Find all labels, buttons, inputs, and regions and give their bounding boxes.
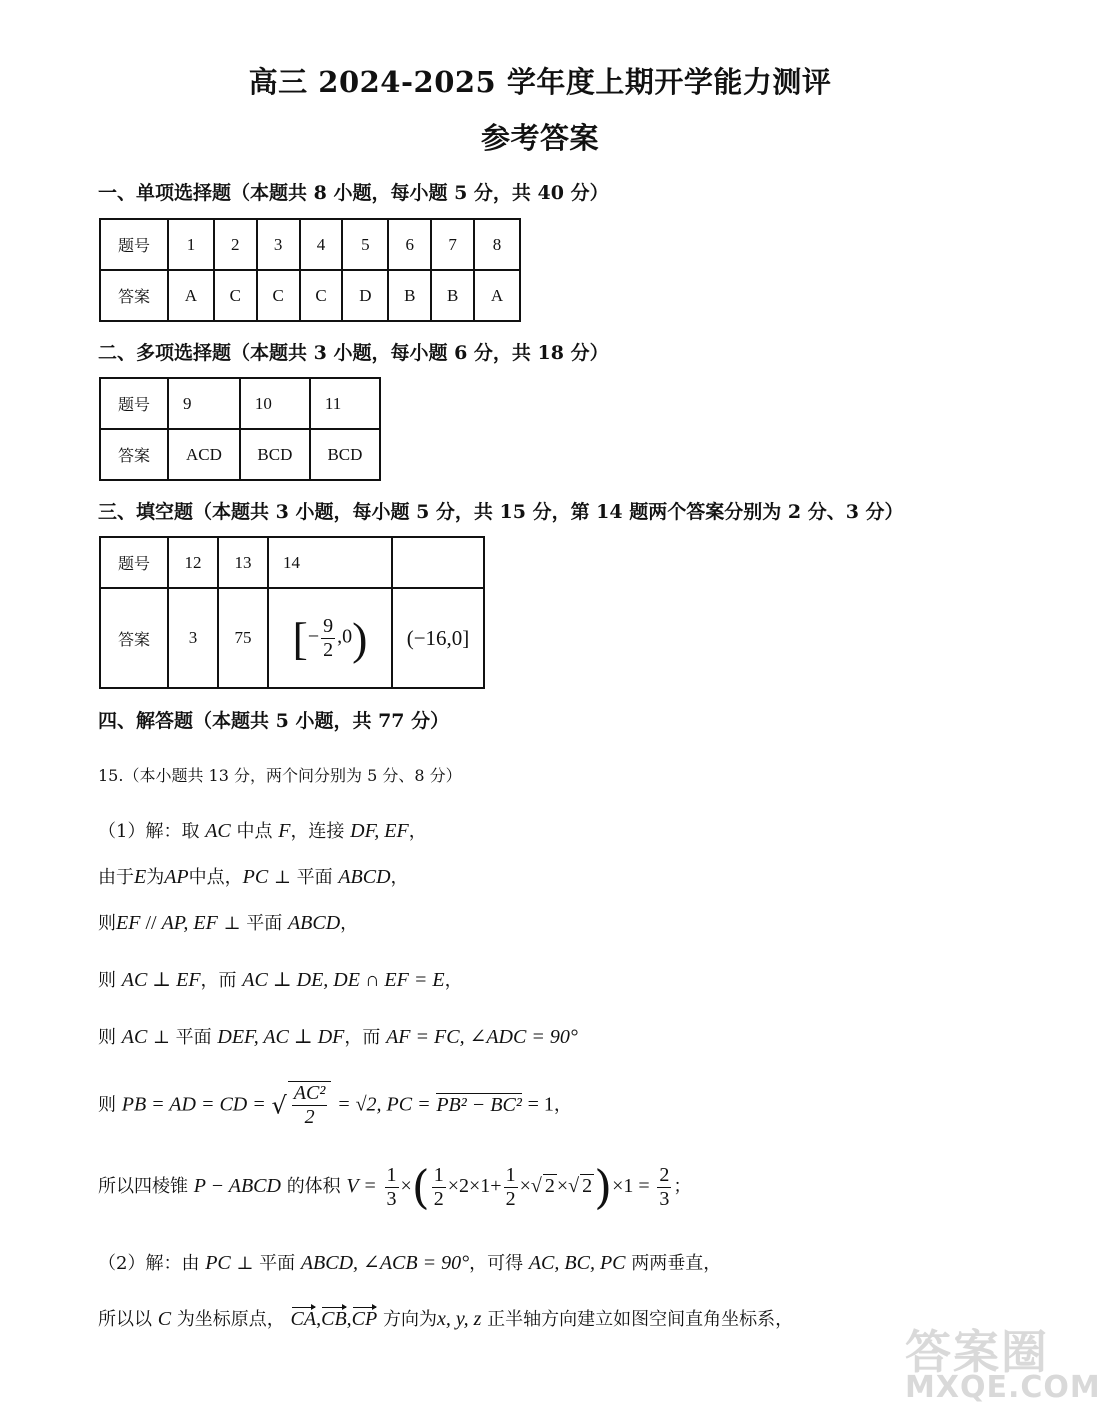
answer-cell: A [474, 270, 520, 321]
question-number-cell: 7 [431, 219, 474, 270]
question-number-cell: 13 [218, 537, 268, 588]
question-number-cell: 3 [257, 219, 300, 270]
sqrt-symbol: √ [271, 1091, 287, 1120]
table-row [100, 270, 520, 321]
answer-cell: C [300, 270, 343, 321]
answer-cell: ACD [168, 429, 240, 480]
table-header-cell: 答案 [100, 429, 168, 480]
solution-line-1: （1）解：取 AC 中点 F，连接 DF, EF， [98, 820, 427, 842]
fraction: $\frac{1}{2}$ [433, 1163, 444, 1210]
solution-line-7: 所以四棱锥 P − ABCD 的体积 V = $\frac{1}{3}$ ×( $\frac{1}{2}$ ×2×1+ $\frac{1}{2}$ ×√ 2 ×√ 2)×1 = $\frac{2}{3}$ ； [98, 1160, 692, 1214]
question-number-cell: 4 [300, 219, 343, 270]
table-row [100, 537, 484, 588]
answer-cell: BCD [310, 429, 380, 480]
fraction: $\frac{1}{3}$ [386, 1163, 397, 1210]
question-number-cell: 1 [168, 219, 214, 270]
solution-line-6: 则 PB = AD = CD = √ $\frac{\text{AC²}}{2}$ = √2, PC = PB² − BC² = 1， [98, 1082, 572, 1128]
table-row [100, 429, 380, 480]
question-number-cell: 2 [214, 219, 257, 270]
answer-cell: C [257, 270, 300, 321]
answer-cell: 3 [168, 588, 218, 688]
section1-answer-table [99, 218, 521, 322]
question-number-cell: 14 [268, 537, 392, 588]
vector-cp: CP [351, 1308, 378, 1330]
answer-cell-interval-1: [− $\frac{9}{2}$ ,0) [268, 588, 392, 688]
question-number-cell: 8 [474, 219, 520, 270]
question-number-cell: 6 [388, 219, 431, 270]
answer-cell: D [342, 270, 388, 321]
question-number-cell: 12 [168, 537, 218, 588]
table-row [100, 588, 484, 688]
section2-answer-table [99, 377, 381, 481]
section3-heading: 三、填空题（本题共 3 小题，每小题 5 分，共 15 分，第 14 题两个答案分别为 2 分、3 分） [98, 501, 904, 523]
table-header-cell: 答案 [100, 588, 168, 688]
table-header-cell: 题号 [100, 219, 168, 270]
watermark-url: MXQE.COM [905, 1370, 1101, 1405]
document-subtitle: 参考答案 [480, 121, 599, 155]
vector-ca: CA [290, 1308, 317, 1330]
section2-heading: 二、多项选择题（本题共 3 小题，每小题 6 分，共 18 分） [98, 342, 609, 364]
section4-heading: 四、解答题（本题共 5 小题，共 77 分） [98, 710, 450, 732]
solution-line-3: 则EF // AP, EF ⊥ 平面 ABCD， [98, 912, 359, 934]
table-header-cell: 答案 [100, 270, 168, 321]
answer-cell: B [431, 270, 474, 321]
question-number-cell: 5 [342, 219, 388, 270]
question-number-cell [392, 537, 484, 588]
solution-line-8: （2）解：由 PC ⊥ 平面 ABCD, ∠ACB = 90°，可得 AC, BC, PC 两两垂直， [98, 1252, 722, 1274]
answer-cell: B [388, 270, 431, 321]
watermark-logo: 答案圈 [905, 1325, 1049, 1379]
solution-line-2: 由于E为AP中点，PC ⊥ 平面 ABCD， [98, 866, 409, 888]
vector-cb: CB [321, 1308, 347, 1330]
fraction: $\frac{\text{AC²}}{2}$ [293, 1082, 326, 1128]
solution-line-9: 所以以 C 为坐标原点， CA,CB,CP 方向为x, y, z 正半轴方向建立如图空间直角坐标系， [98, 1308, 794, 1330]
table-row [100, 219, 520, 270]
fraction: $\frac{9}{2}$ [323, 614, 334, 661]
radicand [288, 1081, 332, 1129]
document-title: 高三 2024-2025 学年度上期开学能力测评 [248, 65, 832, 99]
fraction: $\frac{1}{2}$ [505, 1163, 516, 1210]
answer-cell: BCD [240, 429, 310, 480]
answer-cell: A [168, 270, 214, 321]
answer-cell: 75 [218, 588, 268, 688]
solution-line-4: 则 AC ⊥ EF，而 AC ⊥ DE, DE ∩ EF = E， [98, 969, 463, 991]
solution-line-5: 则 AC ⊥ 平面 DEF, AC ⊥ DF，而 AF = FC, ∠ADC = 90° [98, 1026, 578, 1048]
table-header-cell: 题号 [100, 537, 168, 588]
table-row [100, 378, 380, 429]
answer-cell-interval-2: (−16,0] [392, 588, 484, 688]
section1-heading: 一、单项选择题（本题共 8 小题，每小题 5 分，共 40 分） [98, 182, 609, 204]
section3-answer-table [99, 536, 485, 689]
table-header-cell: 题号 [100, 378, 168, 429]
fraction: $\frac{2}{3}$ [659, 1163, 670, 1210]
question-number-cell: 10 [240, 378, 310, 429]
answer-cell: C [214, 270, 257, 321]
q15-header: 15.（本小题共 13 分，两个问分别为 5 分、8 分） [98, 766, 462, 785]
question-number-cell: 11 [310, 378, 380, 429]
question-number-cell: 9 [168, 378, 240, 429]
